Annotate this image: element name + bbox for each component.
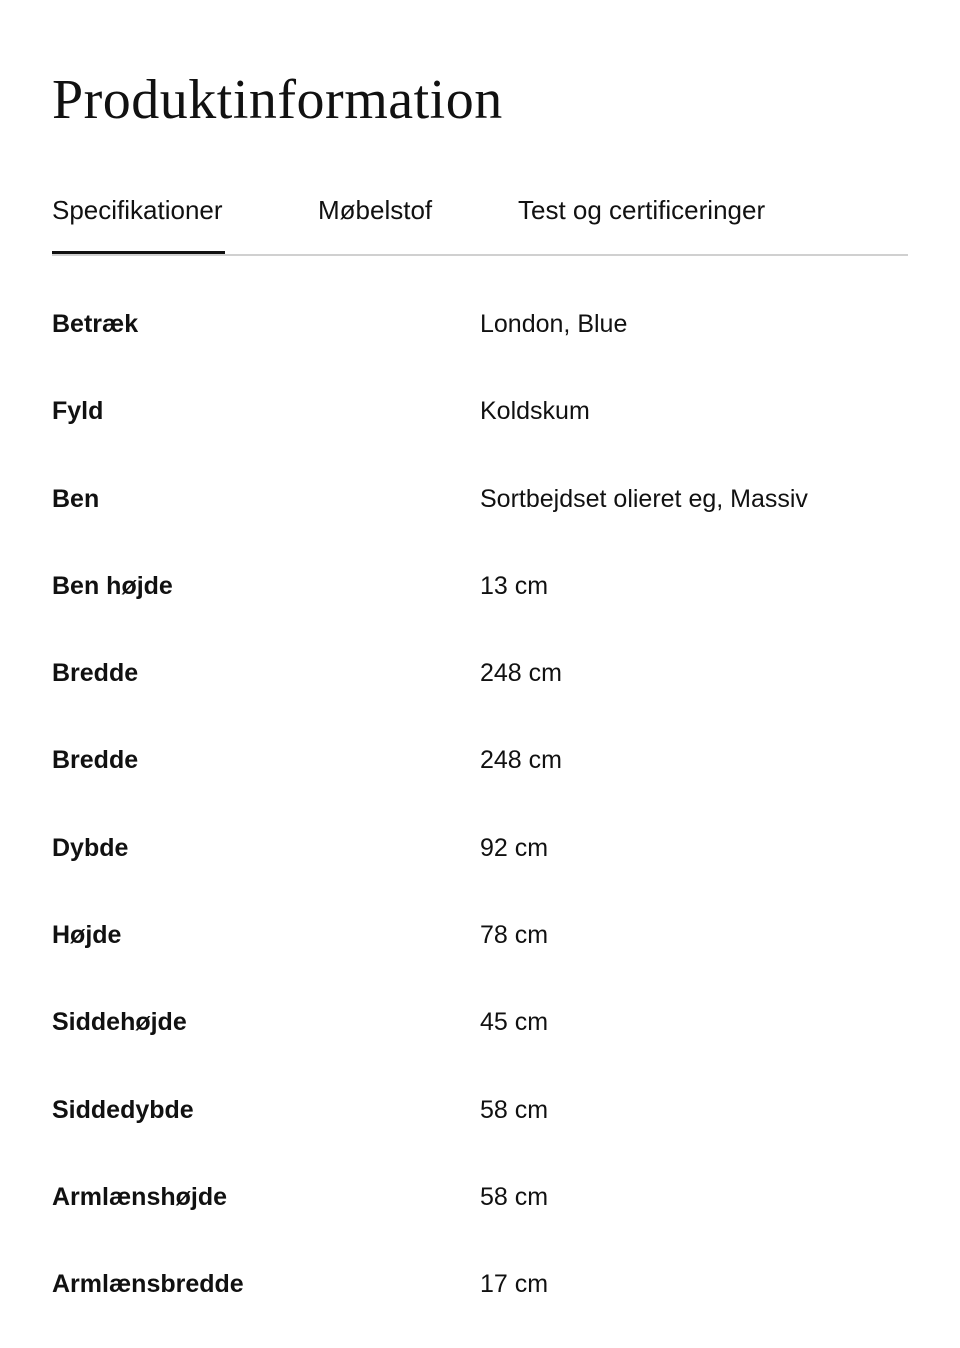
spec-value: 13 cm xyxy=(480,571,549,600)
spec-value: 248 cm xyxy=(480,746,562,775)
spec-value: 248 cm xyxy=(480,659,562,688)
spec-label: Fyld xyxy=(52,397,104,426)
spec-row xyxy=(52,300,908,387)
spec-value: 78 cm xyxy=(480,921,549,950)
spec-row xyxy=(52,1173,908,1260)
spec-value: 58 cm xyxy=(480,1095,549,1124)
spec-label: Højde xyxy=(52,921,122,950)
tab-specifikationer[interactable]: Specifikationer xyxy=(52,190,223,230)
spec-list xyxy=(52,300,908,1348)
spec-value: Sortbejdset olieret eg, Massiv xyxy=(480,484,808,513)
page-title: Produktinformation xyxy=(52,69,503,131)
spec-row xyxy=(52,387,908,474)
spec-label: Bredde xyxy=(52,746,139,775)
spec-label: Dybde xyxy=(52,833,129,862)
spec-label: Bredde xyxy=(52,659,139,688)
tab-bar xyxy=(52,190,908,256)
spec-label: Siddehøjde xyxy=(52,1008,187,1037)
spec-value: London, Blue xyxy=(480,310,628,338)
spec-value: Koldskum xyxy=(480,397,590,426)
spec-row xyxy=(52,911,908,998)
spec-label: Armlænshøjde xyxy=(52,1182,228,1211)
spec-value: 45 cm xyxy=(480,1008,549,1037)
spec-row xyxy=(52,475,908,562)
spec-row xyxy=(52,1086,908,1173)
spec-value: 17 cm xyxy=(480,1270,549,1299)
spec-label: Betræk xyxy=(52,310,139,338)
spec-row xyxy=(52,1260,908,1347)
spec-label: Armlænsbredde xyxy=(52,1270,244,1299)
tab-mobelstof[interactable]: Møbelstof xyxy=(318,195,433,225)
spec-label: Ben højde xyxy=(52,571,173,600)
spec-row xyxy=(52,736,908,823)
spec-label: Siddedybde xyxy=(52,1095,194,1124)
spec-row xyxy=(52,824,908,911)
spec-label: Ben xyxy=(52,484,100,513)
spec-row xyxy=(52,649,908,736)
spec-row xyxy=(52,998,908,1085)
spec-value: 92 cm xyxy=(480,833,549,862)
spec-row xyxy=(52,562,908,649)
tab-test-og-certificeringer[interactable]: Test og certificeringer xyxy=(518,195,766,225)
spec-value: 58 cm xyxy=(480,1182,549,1211)
